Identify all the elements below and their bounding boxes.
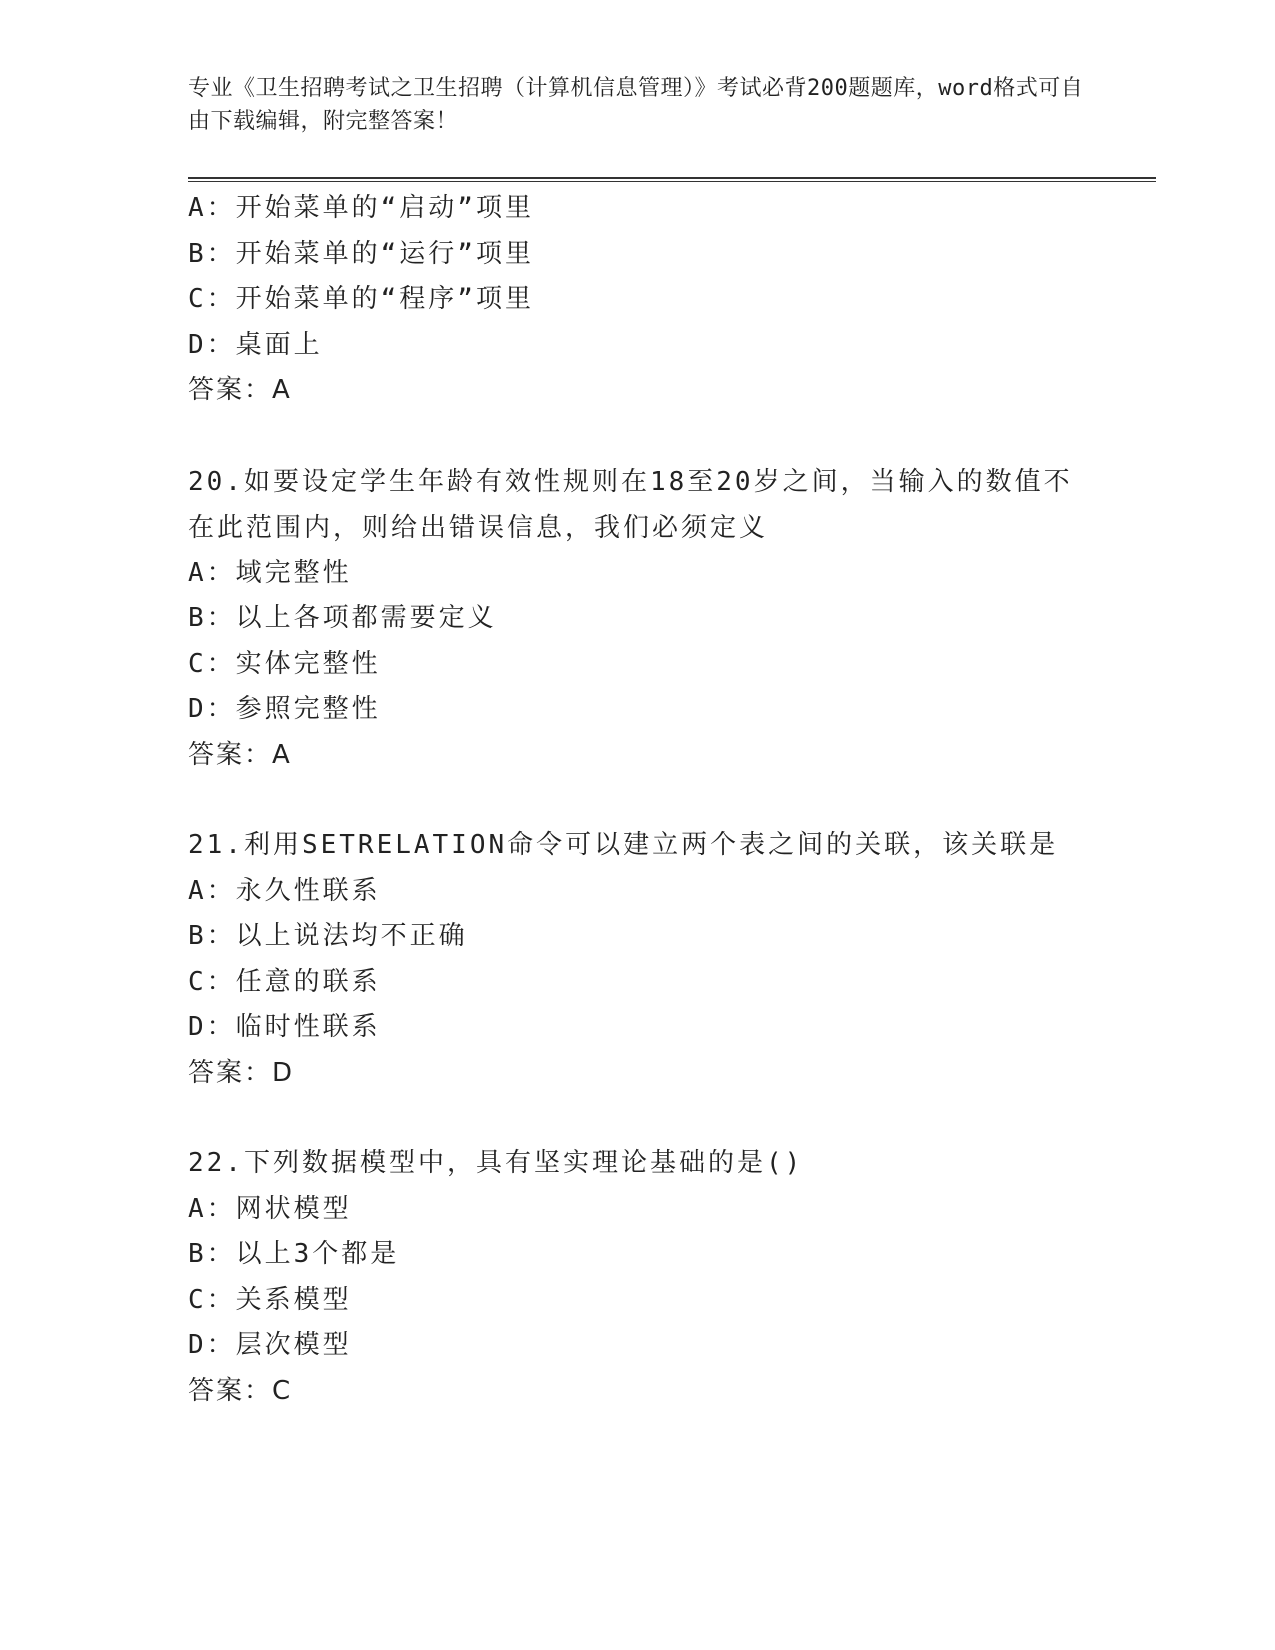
answer-line: 答案：C: [188, 1375, 293, 1406]
option-b: B：以上各项都需要定义: [188, 603, 497, 633]
question-block: [188, 1141, 1088, 1414]
option-c: C：实体完整性: [188, 648, 381, 679]
option-c: C：任意的联系: [188, 966, 381, 997]
option-b: B：开始菜单的“运行”项里: [188, 238, 534, 269]
option-a: A：开始菜单的“启动”项里: [188, 193, 534, 223]
option-b: B：以上说法均不正确: [188, 921, 468, 951]
header-divider-thick: [188, 177, 1156, 179]
option-d: D：临时性联系: [188, 1012, 381, 1042]
option-a: A：永久性联系: [188, 875, 381, 906]
option-c: C：关系模型: [188, 1284, 352, 1315]
answer-line: 答案：D: [188, 1057, 295, 1088]
option-d: D：参照完整性: [188, 694, 381, 724]
answer-line: 答案：A: [188, 375, 292, 405]
answer-line: 答案：A: [188, 739, 292, 770]
question-gap: [188, 414, 1088, 459]
question-gap: [188, 778, 1088, 823]
option-c: C：开始菜单的“程序”项里: [188, 284, 534, 314]
question-block: [188, 186, 1088, 414]
document-header: 专业《卫生招聘考试之卫生招聘（计算机信息管理）》考试必背200题题库，word格式可自由下载编辑，附完整答案！: [188, 76, 1084, 134]
option-a: A：域完整性: [188, 557, 352, 588]
question-list: [188, 186, 1088, 1414]
option-d: D：层次模型: [188, 1330, 352, 1360]
question-block: [188, 823, 1088, 1096]
question-stem: 21.利用SETRELATION命令可以建立两个表之间的关联，该关联是: [188, 830, 1059, 860]
question-stem: 22.下列数据模型中，具有坚实理论基础的是(): [188, 1148, 804, 1178]
option-a: A：网状模型: [188, 1193, 352, 1224]
header-divider-thin: [188, 181, 1156, 182]
question-stem: 20.如要设定学生年龄有效性规则在18至20岁之间，当输入的数值不在此范围内，则给出错误信息，我们必须定义: [188, 466, 1073, 543]
option-d: D：桌面上: [188, 329, 323, 360]
question-gap: [188, 1096, 1088, 1141]
option-b: B：以上3个都是: [188, 1239, 400, 1269]
question-block: [188, 459, 1088, 779]
